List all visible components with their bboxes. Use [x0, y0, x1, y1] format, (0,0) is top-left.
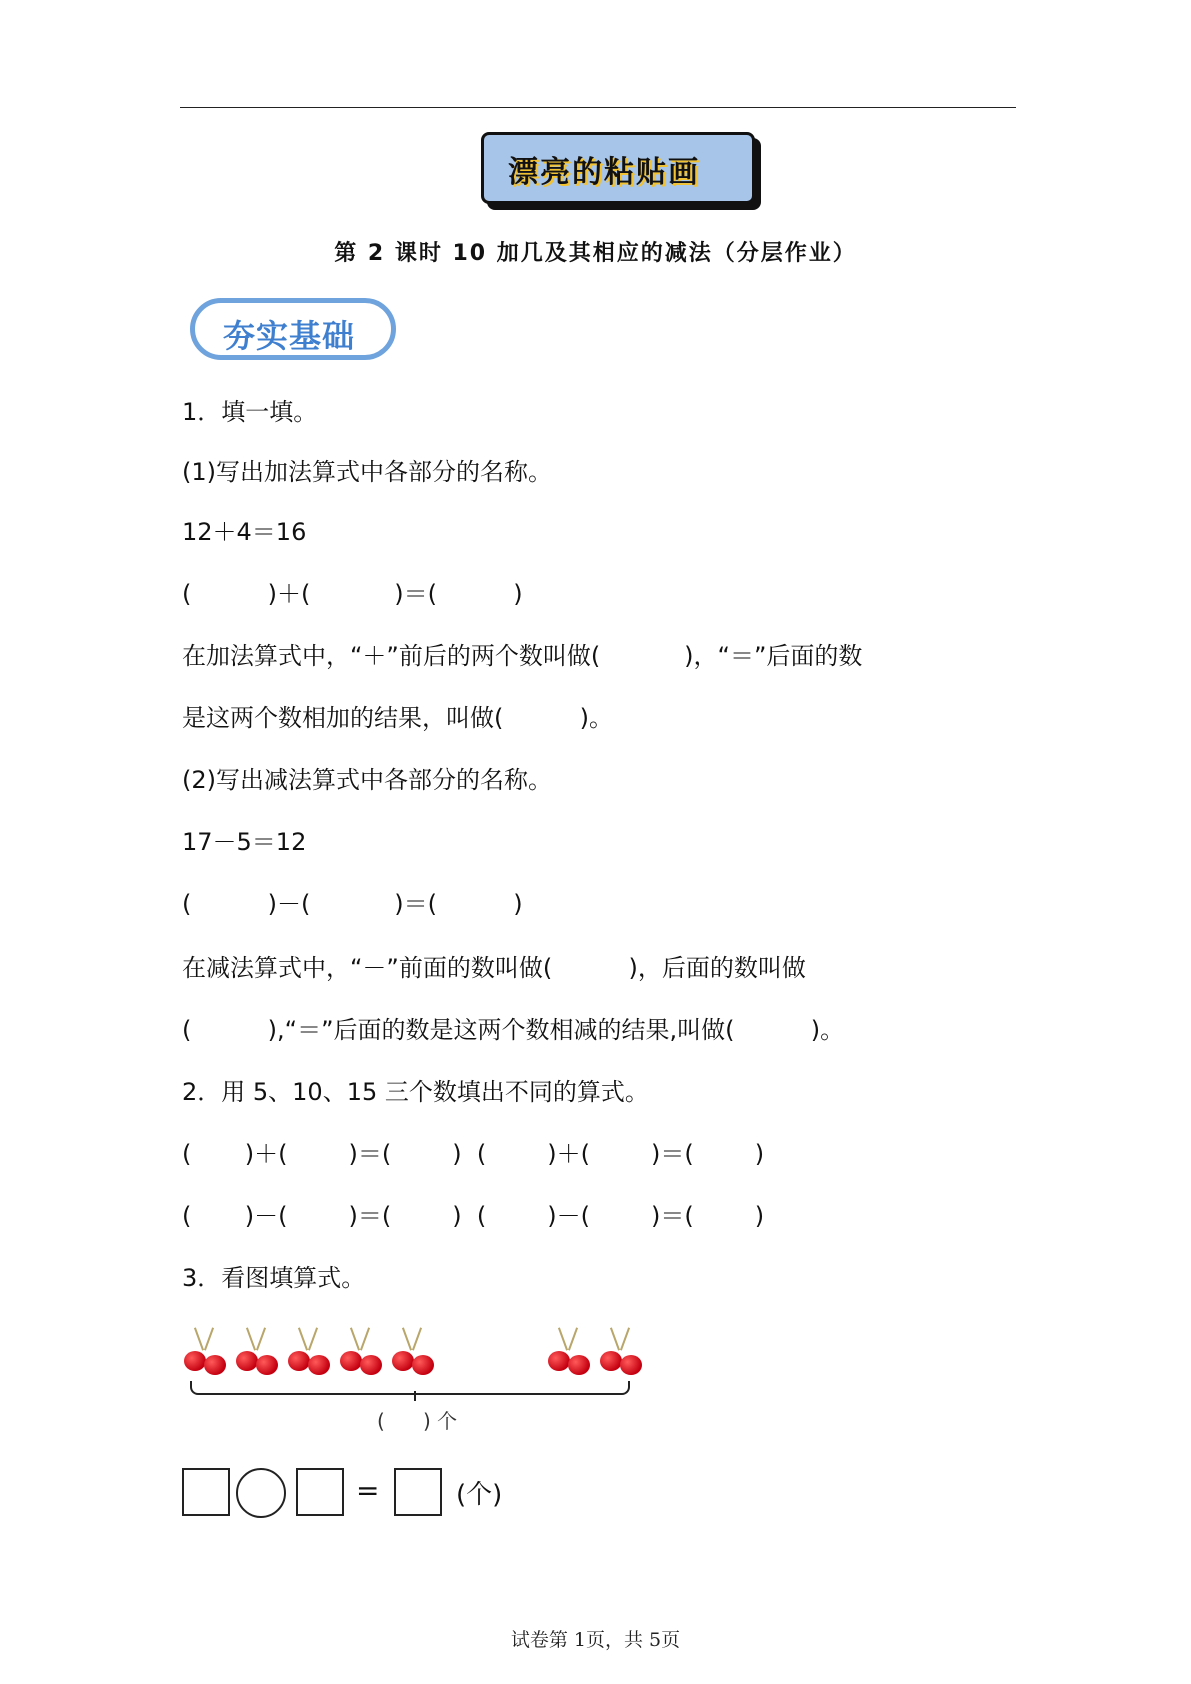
- operator-circle[interactable]: [236, 1468, 286, 1518]
- q1-part1-equation: 12＋4＝16: [182, 518, 307, 546]
- q1-part1-title: (1)写出加法算式中各部分的名称。: [182, 458, 552, 486]
- cherry-icon: [598, 1325, 646, 1375]
- q1-part2-blanks[interactable]: ( )－( )＝( ): [182, 890, 523, 918]
- section-badge: [190, 298, 396, 360]
- q2-row2[interactable]: ( )－( )＝( ) ( )－( )＝( ): [182, 1202, 765, 1230]
- answer-box-1[interactable]: [182, 1468, 230, 1516]
- lesson-title: 第 2 课时 10 加几及其相应的减法（分层作业）: [334, 241, 857, 266]
- cherry-icon: [286, 1325, 334, 1375]
- q1-title: 1．填一填。: [182, 398, 318, 426]
- cherry-picture: [182, 1325, 642, 1435]
- q1-part1-text2[interactable]: 是这两个数相加的结果，叫做( )。: [182, 704, 614, 732]
- q3-title: 3．看图填算式。: [182, 1264, 366, 1292]
- cherry-icon: [390, 1325, 438, 1375]
- q1-part1-text1[interactable]: 在加法算式中，“＋”前后的两个数叫做( )，“＝”后面的数: [182, 642, 863, 670]
- equals-sign: =: [356, 1474, 380, 1507]
- q2-row1[interactable]: ( )＋( )＝( ) ( )＋( )＝( ): [182, 1140, 765, 1168]
- q1-part2-title: (2)写出减法算式中各部分的名称。: [182, 766, 552, 794]
- q1-part2-text2[interactable]: ( ),“＝”后面的数是这两个数相减的结果,叫做( )。: [182, 1016, 845, 1044]
- q1-part1-blanks[interactable]: ( )＋( )＝( ): [182, 580, 523, 608]
- curly-brace-tip: [414, 1391, 416, 1401]
- q1-part2-equation: 17－5＝12: [182, 828, 307, 856]
- cherry-icon: [234, 1325, 282, 1375]
- q2-title: 2．用 5、10、15 三个数填出不同的算式。: [182, 1078, 649, 1106]
- page-footer: 试卷第 1页，共 5页: [510, 1629, 681, 1651]
- curly-brace: [190, 1381, 630, 1395]
- cherry-icon: [338, 1325, 386, 1375]
- cherry-icon: [182, 1325, 230, 1375]
- q1-part2-text1[interactable]: 在减法算式中，“－”前面的数叫做( )，后面的数叫做: [182, 954, 806, 982]
- cherry-icon: [546, 1325, 594, 1375]
- banner: [481, 132, 757, 204]
- answer-box-2[interactable]: [296, 1468, 344, 1516]
- total-count-blank[interactable]: ( ) 个: [377, 1409, 458, 1433]
- answer-box-result[interactable]: [394, 1468, 442, 1516]
- header-rule: [180, 107, 1016, 108]
- section-label: 夯实基础: [223, 317, 356, 355]
- banner-box: [481, 132, 755, 204]
- banner-title: 漂亮的粘贴画: [508, 155, 700, 190]
- unit-label: (个): [456, 1480, 503, 1510]
